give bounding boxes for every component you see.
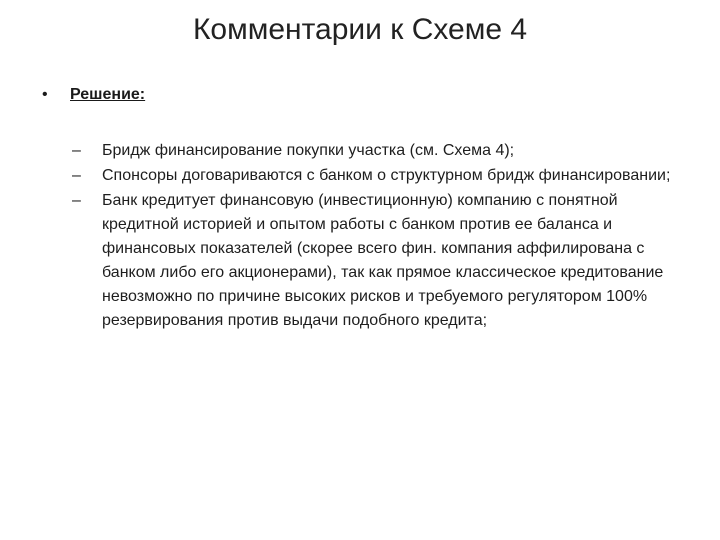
list-item	[72, 164, 682, 188]
bullet-icon: •	[42, 86, 48, 103]
section-bullet	[42, 84, 145, 106]
list-item	[72, 139, 682, 163]
section-label: Решение:	[70, 86, 146, 103]
slide-title: Комментарии к Схеме 4	[192, 13, 528, 46]
list-item-text: Бридж финансирование покупки участка (см. Схема 4);	[102, 142, 515, 159]
list-item-text: Банк кредитует финансовую (инвестиционную) компанию с понятной кредитной историей и опытом работы с банком против ее баланса и финансовых показателей (скорее всего фин. компания аффилирована с банком либо его акционерами), так как прямое классическое кредитование невозможно по причине высоких рисков и требуемого регулятором 100% резервирования против выдачи подобного кредита;	[102, 192, 664, 329]
list-item	[72, 189, 682, 333]
solution-list	[72, 139, 682, 334]
dash-icon: –	[72, 192, 81, 209]
dash-icon: –	[72, 167, 81, 184]
dash-icon: –	[72, 142, 81, 159]
list-item-text: Спонсоры договариваются с банком о структурном бридж финансировании;	[102, 167, 671, 184]
